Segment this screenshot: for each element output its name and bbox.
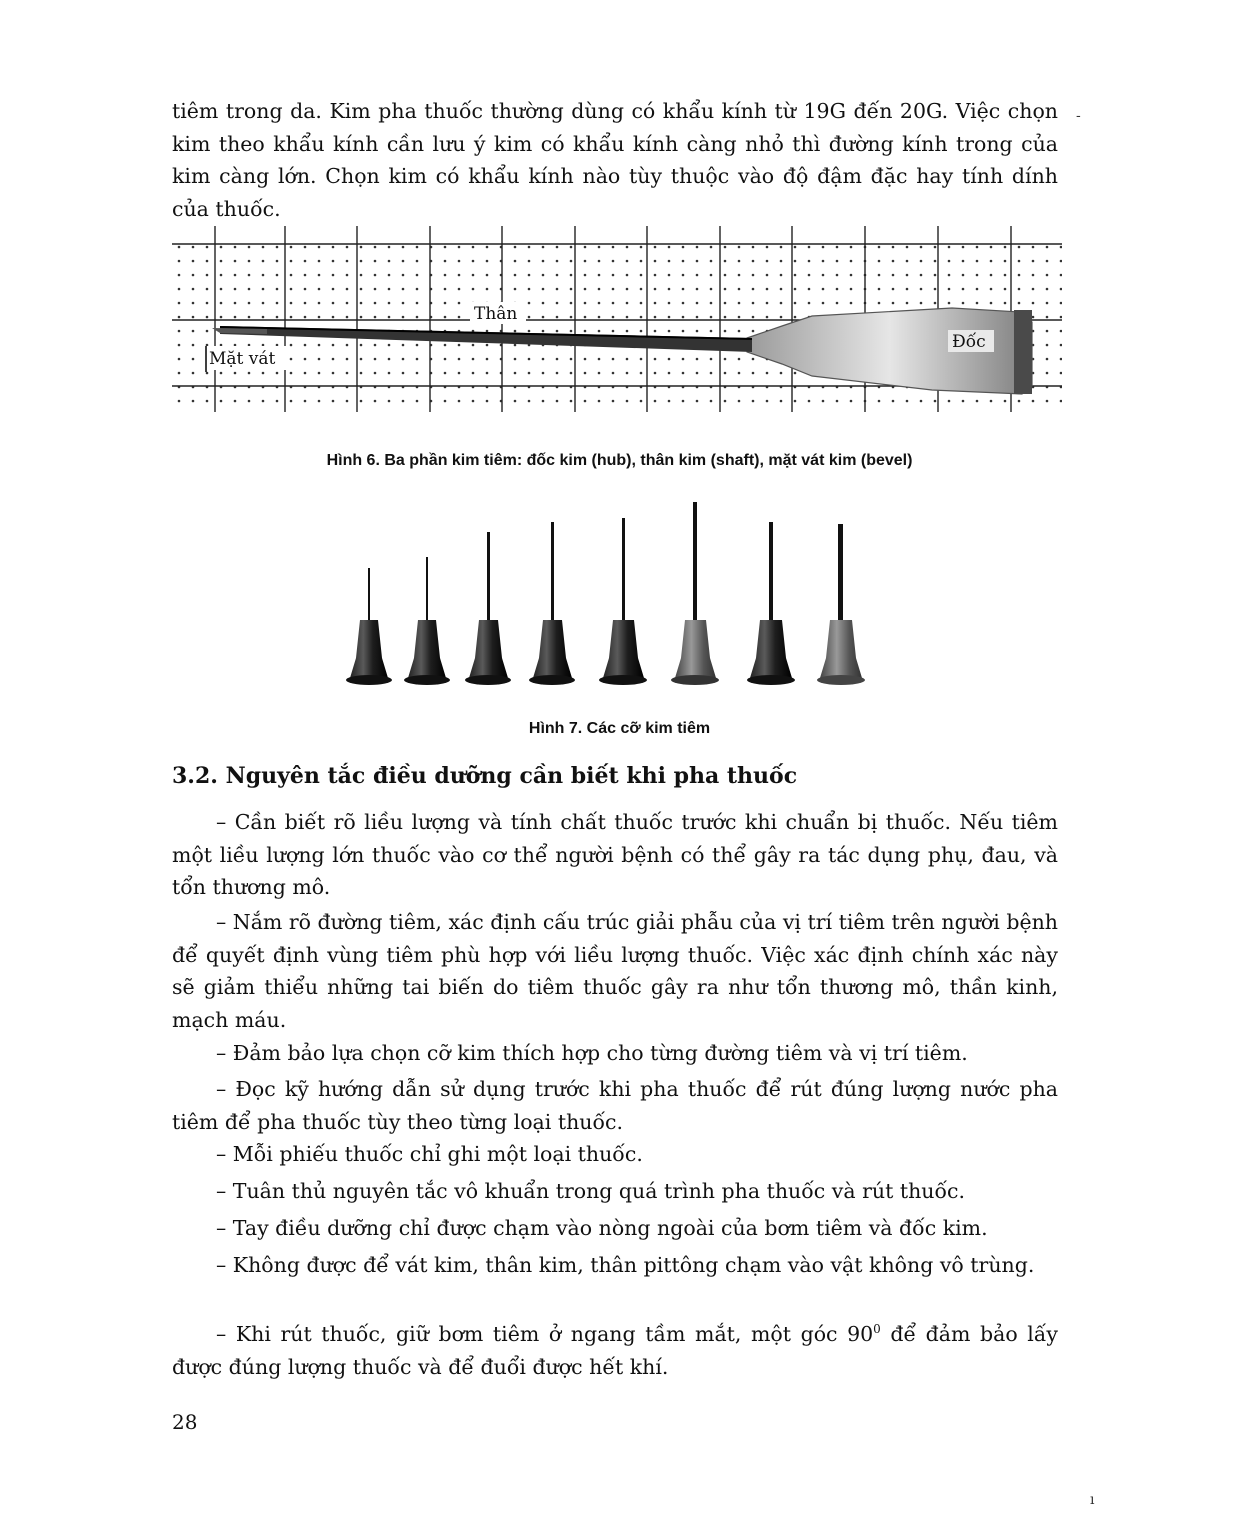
figure-6-needle-parts: [172, 226, 1062, 416]
intro-paragraph: tiêm trong da. Kim pha thuốc thường dùng có khẩu kính từ 19G đến 20G. Việc chọn kim theo khẩu kính cần lưu ý kim có khẩu kính càng nhỏ thì đường kính trong của kim càng lớn. Chọn kim có khẩu kính nào tùy thuộc vào độ đậm đặc hay tính dính của thuốc.: [172, 99, 1058, 221]
needle-5: [599, 518, 647, 685]
list-item: – Mỗi phiếu thuốc chỉ ghi một loại thuốc.: [216, 1142, 643, 1166]
figure-7-caption: Hình 7. Các cỡ kim tiêm: [528, 720, 711, 737]
figure-7-needle-sizes: [330, 500, 890, 700]
list-item-text: để đảm bảo lấy được đúng lượng thuốc và để đuổi được hết khí.: [172, 1322, 1058, 1379]
list-item: – Nắm rõ đường tiêm, xác định cấu trúc giải phẫu của vị trí tiêm trên người bệnh để quyết định vùng tiêm phù hợp với liều lượng thuốc. Việc xác định chính xác này sẽ giảm thiểu những tai biến do tiêm thuốc gây ra như tổn thương mô, thần kinh, mạch máu.: [172, 910, 1058, 1032]
section-heading: 3.2. Nguyên tắc điều dưỡng cần biết khi pha thuốc: [172, 763, 798, 789]
needle-1: [346, 568, 392, 685]
needle-8: [817, 524, 865, 685]
margin-mark: ı: [1090, 1492, 1095, 1508]
list-item: – Đọc kỹ hướng dẫn sử dụng trước khi pha thuốc để rút đúng lượng nước pha tiêm để pha thuốc tùy theo từng loại thuốc.: [172, 1077, 1058, 1134]
list-item: – Không được để vát kim, thân kim, thân pittông chạm vào vật không vô trùng.: [216, 1253, 1035, 1277]
list-item: – Tuân thủ nguyên tắc vô khuẩn trong quá trình pha thuốc và rút thuốc.: [216, 1179, 966, 1203]
list-item: – Tay điều dưỡng chỉ được chạm vào nòng ngoài của bơm tiêm và đốc kim.: [216, 1216, 988, 1240]
label-shaft: Thân: [474, 304, 518, 324]
needle-4: [529, 522, 575, 685]
figure-6-caption: Hình 6. Ba phần kim tiêm: đốc kim (hub), thân kim (shaft), mặt vát kim (bevel): [326, 452, 913, 469]
needle-2: [404, 557, 450, 685]
needle-6: [671, 502, 719, 685]
needle-7: [747, 522, 795, 685]
list-item-text: – Khi rút thuốc, giữ bơm tiêm ở ngang tầm mắt, một góc 90: [216, 1322, 874, 1346]
list-item: [172, 1318, 1058, 1383]
label-hub: Đốc: [952, 332, 986, 352]
list-item: – Đảm bảo lựa chọn cỡ kim thích hợp cho từng đường tiêm và vị trí tiêm.: [216, 1041, 968, 1065]
page-number: 28: [172, 1410, 198, 1434]
list-item: – Cần biết rõ liều lượng và tính chất thuốc trước khi chuẩn bị thuốc. Nếu tiêm một liều lượng lớn thuốc vào cơ thể người bệnh có thể gây ra tác dụng phụ, đau, và tổn thương mô.: [172, 810, 1058, 899]
label-bevel: Mặt vát: [209, 349, 276, 369]
margin-mark: -: [1076, 108, 1081, 124]
degree-superscript: 0: [873, 1322, 881, 1337]
needle-3: [465, 532, 511, 685]
